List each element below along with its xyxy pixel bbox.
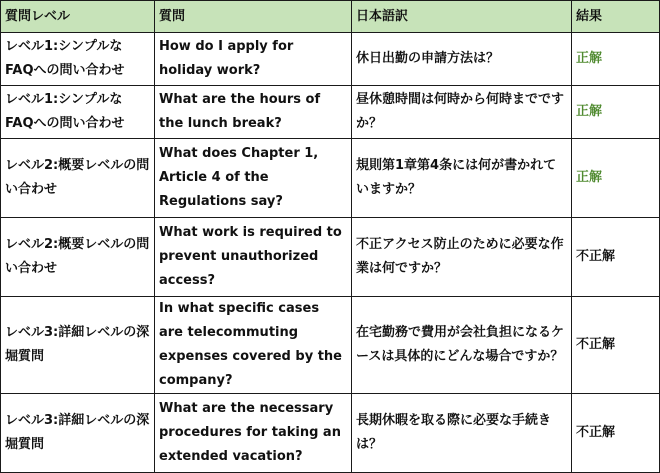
translation-cell: 規則第1章第4条には何が書かれていますか？	[352, 139, 572, 218]
header-result: 結果	[572, 1, 660, 33]
result-cell: 不正解	[572, 394, 660, 473]
translation-cell: 長期休暇を取る際に必要な手続きは？	[352, 394, 572, 473]
level-cell: レベル1:シンプルなFAQへの問い合わせ	[1, 33, 155, 86]
header-translation: 日本語訳	[352, 1, 572, 33]
result-cell: 正解	[572, 86, 660, 139]
header-row	[1, 1, 660, 33]
question-cell: What are the hours of the lunch break?	[155, 86, 352, 139]
translation-cell: 昼休憩時間は何時から何時までですか？	[352, 86, 572, 139]
result-cell: 正解	[572, 33, 660, 86]
result-cell: 不正解	[572, 218, 660, 297]
table-row	[1, 394, 660, 473]
table-row	[1, 33, 660, 86]
translation-cell: 休日出勤の申請方法は？	[352, 33, 572, 86]
question-cell: What work is required to prevent unauthorized access?	[155, 218, 352, 297]
table-row	[1, 139, 660, 218]
result-cell: 不正解	[572, 297, 660, 394]
table-row	[1, 218, 660, 297]
header-question: 質問	[155, 1, 352, 33]
result-cell: 正解	[572, 139, 660, 218]
level-cell: レベル3:詳細レベルの深堀質問	[1, 394, 155, 473]
table-row	[1, 297, 660, 394]
header-level: 質問レベル	[1, 1, 155, 33]
level-cell: レベル2:概要レベルの問い合わせ	[1, 139, 155, 218]
level-cell: レベル2:概要レベルの問い合わせ	[1, 218, 155, 297]
question-cell: How do I apply for holiday work?	[155, 33, 352, 86]
question-cell: What does Chapter 1, Article 4 of the Regulations say?	[155, 139, 352, 218]
translation-cell: 不正アクセス防止のために必要な作業は何ですか？	[352, 218, 572, 297]
level-cell: レベル1:シンプルなFAQへの問い合わせ	[1, 86, 155, 139]
question-cell: In what specific cases are telecommuting expenses covered by the company?	[155, 297, 352, 394]
level-cell: レベル3:詳細レベルの深堀質問	[1, 297, 155, 394]
translation-cell: 在宅勤務で費用が会社負担になるケースは具体的にどんな場合ですか？	[352, 297, 572, 394]
question-cell: What are the necessary procedures for taking an extended vacation?	[155, 394, 352, 473]
table-row	[1, 86, 660, 139]
